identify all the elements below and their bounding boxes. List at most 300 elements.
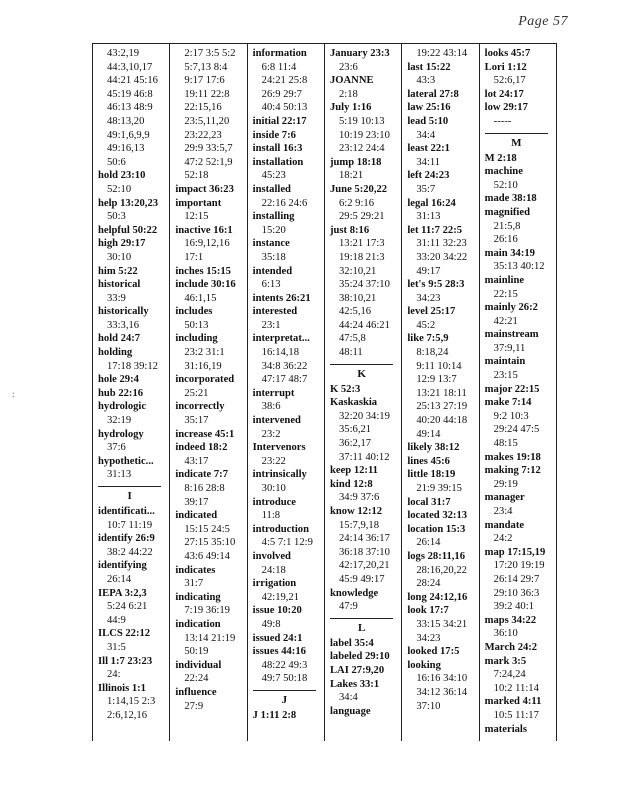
index-word: jump 18:18	[329, 156, 382, 168]
index-entry	[330, 464, 399, 478]
page-line-refs: 48:22 49:3 49:7 50:18	[261, 659, 308, 685]
index-word: holding	[98, 347, 133, 359]
page-line-refs: 32:20 34:19 35:6,21 36:2,17 37:11 40:12	[338, 410, 390, 463]
page-line-refs: 50:6	[107, 156, 126, 168]
index-word: last 15:22	[407, 61, 451, 73]
index-entry	[485, 47, 554, 61]
page-line-refs: 49:1,6,9,9	[107, 129, 150, 141]
index-word: introduce	[252, 496, 297, 508]
index-word: language	[329, 705, 371, 717]
index-entry	[485, 695, 554, 722]
index-word: Ill 1:7 23:23	[98, 655, 153, 667]
index-word: historically	[98, 306, 149, 318]
index-word: know 12:12	[329, 506, 383, 517]
index-word: left 24:23	[407, 170, 450, 182]
index-entry	[485, 301, 554, 328]
index-entry	[175, 400, 244, 427]
index-word: helpful 50:22	[98, 224, 158, 236]
page-line-refs: 13:21 17:3 19:18 21:3 32:10,21 35:24 37:10 38:10,21 42:5,16 44:24 46:21 47:5,8 48:11	[338, 238, 390, 359]
page-line-refs: 34:4	[338, 692, 358, 704]
index-column-5	[402, 44, 479, 741]
index-entry	[485, 192, 554, 206]
index-entry	[407, 604, 476, 645]
index-entry	[175, 686, 244, 713]
page-line-refs: 34:4	[416, 129, 436, 141]
index-word: level 25:17	[407, 306, 456, 318]
index-word: made 38:18	[484, 193, 537, 205]
page-line-refs: 22:15	[493, 288, 518, 300]
index-word: Illinois 1:1	[98, 682, 146, 694]
index-word: introduction	[252, 523, 309, 535]
index-entry	[175, 74, 244, 88]
index-word: lines 45:6	[407, 455, 450, 467]
index-entry	[485, 614, 554, 641]
page-line-refs: 37:9,11	[493, 342, 526, 354]
index-word: issues 44:16	[252, 646, 306, 658]
index-entry	[330, 587, 399, 614]
index-word: include 30:16	[175, 279, 236, 291]
page-line-refs: 46:13 48:9	[107, 102, 153, 114]
word-index-grid	[92, 43, 557, 741]
page-line-refs: 26:14	[416, 537, 441, 549]
page-line-refs: 52:18	[184, 170, 209, 182]
index-word: inches 15:15	[175, 265, 231, 277]
index-entry	[485, 328, 554, 355]
index-word: like 7:5,9	[407, 333, 449, 345]
page-line-refs: 31:13	[416, 211, 441, 223]
page-line-refs: 43:2,19	[107, 48, 140, 59]
index-word: magnified	[484, 206, 530, 218]
index-word: making 7:12	[484, 465, 541, 477]
index-entry	[485, 464, 554, 491]
index-entry	[98, 47, 167, 61]
index-entry	[485, 101, 554, 128]
index-entry	[253, 604, 322, 631]
page-line-refs: 7:19 36:19	[184, 605, 230, 617]
index-entry	[407, 550, 476, 591]
page-line-refs: 45:19 46:8	[107, 88, 153, 100]
page-line-refs: 30:10	[261, 483, 286, 494]
index-entry	[330, 156, 399, 183]
index-entry	[330, 478, 399, 505]
page-line-refs: 21:5,8 26:16	[493, 220, 521, 246]
index-word: look 17:7	[407, 605, 449, 617]
index-entry	[485, 88, 554, 102]
index-entry	[485, 274, 554, 301]
index-word: identify 26:9	[98, 533, 155, 545]
index-word: incorrectly	[175, 401, 225, 413]
index-word: located 32:13	[407, 510, 468, 522]
index-entry	[330, 396, 399, 464]
index-entry	[98, 88, 167, 102]
index-entry	[407, 169, 476, 196]
index-entry	[407, 278, 476, 305]
index-entry	[407, 455, 476, 469]
index-entry	[330, 47, 399, 74]
index-word: kind 12:8	[329, 478, 373, 490]
index-entry	[485, 355, 554, 382]
page-line-refs: 10:7 11:19	[107, 519, 153, 531]
page-line-refs: 43:3	[416, 75, 436, 87]
index-entry	[407, 88, 476, 102]
page-line-refs: 6:2 9:16 29:5 29:21	[338, 197, 385, 223]
index-column-3	[248, 44, 325, 741]
page-line-refs: 5:19 10:13 10:19 23:10 23:12 24:4	[338, 115, 390, 155]
index-word: Lori 1:12	[484, 61, 527, 73]
index-word: legal 16:24	[407, 197, 456, 209]
index-entry	[98, 305, 167, 332]
index-entry	[253, 129, 322, 143]
index-entry	[175, 88, 244, 102]
index-entry	[98, 428, 167, 455]
page-line-refs: 13:14 21:19 50:19	[184, 632, 236, 658]
index-entry	[253, 47, 322, 115]
page-line-refs: 15:20	[261, 224, 286, 236]
index-word: hold 23:10	[98, 170, 146, 182]
page-line-refs: 5:24 6:21 44:9	[107, 601, 148, 626]
index-column-6	[480, 44, 557, 741]
letter-heading: L	[330, 618, 393, 635]
page-line-refs: 5:7,13 8:4	[184, 61, 228, 73]
index-word: map 17:15,19	[484, 546, 546, 558]
page-line-refs: 26:14	[107, 573, 132, 585]
page-line-refs: 25:21	[184, 387, 209, 399]
index-entry	[98, 627, 167, 654]
index-word: influence	[175, 686, 217, 698]
index-word: intents 26:21	[252, 292, 311, 304]
index-entry	[485, 641, 554, 655]
page-line-refs: 34:23	[416, 292, 441, 304]
index-entry	[330, 224, 399, 360]
index-entry	[253, 496, 322, 523]
index-entry	[485, 206, 554, 247]
page-line-refs: 23:2 31:1 31:16,19	[184, 347, 225, 372]
index-entry	[98, 505, 167, 532]
page-line-refs: 10:5 11:17	[493, 709, 539, 721]
index-word: Kaskaskia	[329, 397, 378, 409]
index-word: maps 34:22	[484, 614, 537, 626]
index-word: looks 45:7	[484, 48, 531, 59]
index-word: January 23:3	[329, 48, 390, 59]
page-line-refs: 19:11 22:8	[184, 88, 230, 100]
index-word: hold 24:7	[98, 333, 141, 345]
index-entry	[98, 142, 167, 156]
index-word: mandate	[484, 519, 525, 531]
index-word: LAI 27:9,20	[329, 664, 385, 676]
page-line-refs: 34:11	[416, 156, 441, 168]
index-entry	[253, 709, 322, 723]
index-word: instance	[252, 238, 290, 250]
index-word: mark 3:5	[484, 655, 527, 667]
index-word: local 31:7	[407, 496, 451, 508]
page-line-refs: 24:2	[493, 533, 513, 545]
page-line-refs: 31:13	[107, 469, 132, 481]
index-entry	[485, 165, 554, 192]
index-entry	[407, 142, 476, 169]
index-entry	[175, 305, 244, 332]
index-entry	[330, 705, 399, 719]
page-line-refs: 52:10	[493, 179, 518, 191]
index-entry	[253, 550, 322, 577]
page-line-refs: 18:21	[338, 170, 364, 182]
index-entry	[98, 682, 167, 723]
index-word: let's 9:5 28:3	[407, 279, 465, 291]
index-word: irrigation	[252, 578, 297, 590]
index-word: issued 24:1	[252, 632, 303, 644]
page-line-refs: 45:23	[261, 170, 286, 182]
page-line-refs: 17:20 19:19 26:14 29:7 29:10 36:3 39:2 40:1	[493, 560, 545, 613]
index-entry	[98, 532, 167, 559]
index-word: JOANNE	[329, 75, 374, 87]
index-word: indication	[175, 618, 221, 630]
page-line-refs: 7:24,24 10:2 11:14	[493, 669, 539, 694]
index-word: information	[252, 48, 307, 59]
index-word: mainline	[484, 274, 525, 286]
letter-heading: J	[253, 690, 316, 707]
index-word: makes 19:18	[484, 451, 541, 463]
index-entry	[175, 183, 244, 197]
page-line-refs: 46:1,15	[184, 292, 217, 304]
margin-mark: :	[12, 389, 15, 399]
index-entry	[485, 519, 554, 546]
index-word: low 29:17	[484, 102, 528, 114]
page-line-refs: 38:6	[261, 401, 281, 413]
index-word: hole 29:4	[98, 374, 139, 386]
index-entry	[407, 591, 476, 605]
page-line-refs: 23:5,11,20	[184, 115, 230, 127]
page-line-refs: 16:16 34:10 34:12 36:14 37:10	[416, 673, 468, 712]
index-entry	[98, 455, 167, 482]
index-word: installation	[252, 156, 304, 168]
index-word: intrinsically	[252, 469, 307, 481]
page-line-refs: 35:18	[261, 251, 286, 263]
page-line-refs: 37:6	[107, 442, 126, 454]
index-column-2	[170, 44, 247, 741]
page-line-refs: 44:21 45:16	[107, 75, 158, 87]
page-line-refs: 4:5 7:1 12:9	[261, 537, 313, 549]
page-line-refs: 23:15	[493, 370, 518, 382]
index-word: installing	[252, 211, 295, 223]
index-entry	[98, 559, 167, 586]
index-word: marked 4:11	[484, 696, 542, 708]
index-word: identifying	[98, 560, 147, 572]
index-entry	[98, 61, 167, 75]
index-word: individual	[175, 659, 222, 671]
index-entry	[175, 373, 244, 400]
index-word: lateral 27:8	[407, 88, 459, 100]
index-entry	[98, 332, 167, 346]
index-entry	[407, 61, 476, 88]
index-word: intended	[252, 265, 293, 277]
page-line-refs: 38:2 44:22	[107, 546, 153, 558]
page-line-refs: 6:8 11:4 24:21 25:8 26:9 29:7 40:4 50:13	[261, 61, 308, 114]
index-entry	[485, 383, 554, 397]
page-line-refs: -----	[493, 115, 512, 127]
index-word: identificati...	[98, 506, 155, 517]
index-entry	[175, 591, 244, 618]
index-word: June 5:20,22	[329, 183, 388, 195]
index-entry	[253, 387, 322, 414]
page-line-refs: 48:13,20	[107, 115, 145, 127]
page-line-refs: 2:17 3:5 5:2	[184, 48, 236, 59]
index-entry	[253, 210, 322, 237]
page-line-refs: 15:7,9,18 24:14 36:17 36:18 37:10 42:17,20,21 45:9 49:17	[338, 519, 390, 585]
index-column-4	[325, 44, 402, 741]
index-entry	[407, 101, 476, 115]
page-line-refs: 50:13	[184, 319, 209, 331]
index-entry	[253, 632, 322, 646]
index-entry	[253, 577, 322, 604]
index-word: labeled 29:10	[329, 651, 390, 663]
index-entry	[407, 509, 476, 523]
index-entry	[98, 587, 167, 628]
page-line-refs: 30:10	[107, 251, 132, 263]
index-word: inside 7:6	[252, 129, 296, 141]
index-word: location 15:3	[407, 523, 466, 535]
index-word: keep 12:11	[329, 465, 378, 477]
index-entry	[407, 115, 476, 142]
page-line-refs: 8:18,24 9:11 10:14 12:9 13:7 13:21 18:11 25:13 27:19 40:20 44:18 49:14	[416, 347, 468, 440]
page-line-refs: 23:1	[261, 319, 281, 331]
index-entry	[98, 373, 167, 387]
page-line-refs: 22:16 24:6	[261, 197, 308, 209]
index-entry	[98, 237, 167, 264]
page-line-refs: 50:3	[107, 211, 126, 223]
index-entry	[407, 496, 476, 510]
page-line-refs: 27:9	[184, 700, 204, 712]
index-entry	[253, 523, 322, 550]
index-entry	[175, 129, 244, 143]
page-line-refs: 8:16 28:8 39:17	[184, 483, 225, 508]
index-entry	[253, 142, 322, 156]
index-word: increase 45:1	[175, 428, 235, 440]
index-entry	[253, 115, 322, 129]
index-entry	[98, 278, 167, 305]
index-entry	[330, 183, 399, 224]
index-entry	[98, 265, 167, 279]
index-word: interested	[252, 306, 298, 318]
page-line-refs: 21:9 39:15	[416, 483, 462, 494]
index-word: him 5:22	[98, 265, 138, 277]
index-entry	[485, 546, 554, 614]
index-entry	[98, 115, 167, 129]
index-word: mainly 26:2	[484, 302, 538, 314]
index-word: impact 36:23	[175, 183, 234, 195]
index-word: indeed 18:2	[175, 442, 228, 454]
page-line-refs: 23:22,23	[184, 129, 222, 141]
index-entry	[485, 396, 554, 450]
index-word: high 29:17	[98, 238, 146, 250]
page-line-refs: 42:21	[493, 315, 518, 327]
index-word: intervened	[252, 415, 301, 427]
index-word: mainstream	[484, 329, 539, 341]
index-word: Lakes 33:1	[329, 678, 380, 690]
index-entry	[253, 265, 322, 292]
index-entry	[98, 387, 167, 401]
index-entry	[330, 678, 399, 705]
page-line-refs: 29:9 33:5,7	[184, 143, 233, 155]
index-entry	[98, 101, 167, 115]
page-line-refs: 6:13	[261, 279, 281, 291]
index-entry	[253, 237, 322, 264]
index-entry	[407, 645, 476, 659]
index-word: installed	[252, 183, 291, 195]
page-line-refs: 49:16,13	[107, 143, 145, 155]
index-entry	[253, 645, 322, 686]
page-line-refs: 1:14,15 2:3 2:6,12,16	[107, 696, 156, 721]
index-word: lead 5:10	[407, 115, 449, 127]
index-word: J 1:11 2:8	[252, 709, 297, 721]
letter-heading: K	[330, 364, 393, 381]
index-entry	[407, 197, 476, 224]
index-entry	[253, 441, 322, 468]
page-line-refs: 47:2 52:1,9	[184, 156, 233, 168]
index-word: label 35:4	[329, 637, 374, 649]
index-word: initial 22:17	[252, 115, 307, 127]
page-line-refs: 31:5	[107, 641, 126, 653]
index-entry	[175, 618, 244, 659]
page-line-refs: 34:9 37:6	[338, 492, 380, 504]
index-word: install 16:3	[252, 143, 303, 155]
index-entry	[407, 305, 476, 332]
index-word: hydrologic	[98, 401, 147, 413]
index-entry	[253, 414, 322, 441]
page-line-refs: 52:10	[107, 183, 132, 195]
index-entry	[330, 74, 399, 101]
index-word: ILCS 22:12	[98, 628, 151, 640]
page-line-refs: 43:17	[184, 455, 209, 467]
index-word: just 8:16	[329, 224, 370, 236]
index-entry	[175, 101, 244, 115]
index-word: indicate 7:7	[175, 469, 228, 481]
index-word: Intervenors	[252, 442, 306, 454]
index-word: indicates	[175, 564, 216, 576]
index-entry	[253, 468, 322, 495]
index-entry	[98, 156, 167, 170]
index-entry	[253, 292, 322, 306]
index-word: manager	[484, 492, 525, 504]
page-line-refs: 22:15,16	[184, 102, 222, 114]
page-line-refs: 42:19,21	[261, 591, 300, 603]
letter-heading: M	[485, 133, 548, 150]
page-line-refs: 2:18	[338, 88, 358, 100]
index-entry	[407, 523, 476, 550]
index-entry	[175, 428, 244, 442]
index-entry	[407, 441, 476, 455]
index-entry	[330, 637, 399, 651]
page-line-refs: 28:16,20,22 28:24	[416, 564, 467, 590]
index-entry	[253, 156, 322, 183]
index-word: hub 22:16	[98, 387, 144, 399]
index-column-1	[93, 44, 170, 741]
index-word: main 34:19	[484, 247, 535, 259]
page-line-refs: 9:2 10:3 29:24 47:5 48:15	[493, 410, 540, 450]
index-word: hypothetic...	[98, 455, 154, 467]
index-entry	[175, 142, 244, 156]
index-entry	[407, 332, 476, 441]
page-line-refs: 35:13 40:12	[493, 261, 545, 273]
index-entry	[407, 468, 476, 495]
letter-heading: I	[98, 486, 161, 503]
page-line-refs: 31:7	[184, 578, 204, 590]
index-entry	[175, 197, 244, 224]
index-word: historical	[98, 279, 141, 291]
page-line-refs: 23:2	[261, 428, 281, 440]
index-entry	[330, 650, 399, 664]
index-entry	[253, 305, 322, 332]
index-entry	[175, 224, 244, 265]
index-word: knowledge	[329, 587, 379, 599]
